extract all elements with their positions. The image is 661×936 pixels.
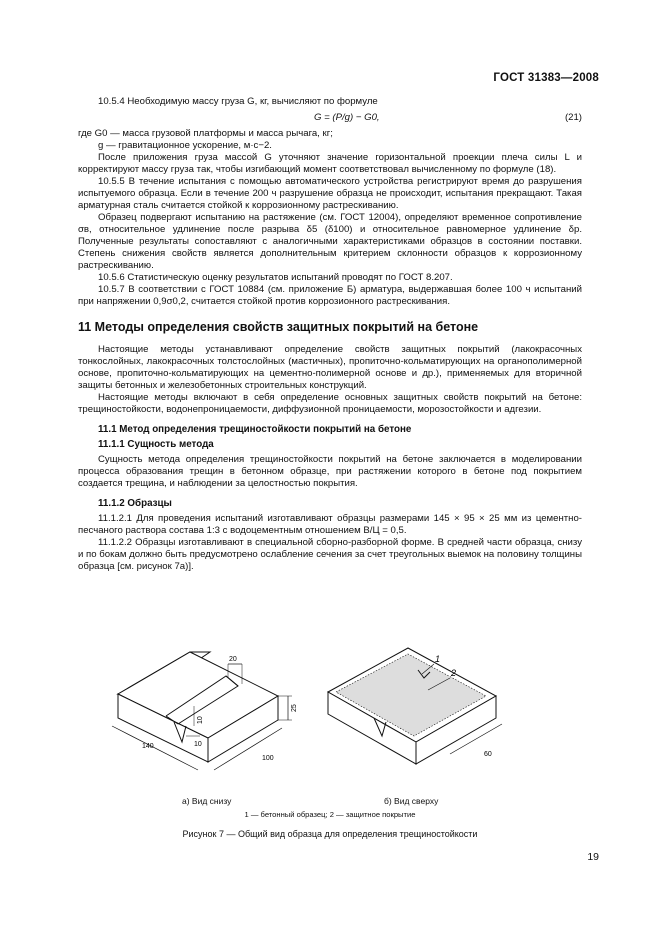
formula-21 bbox=[78, 111, 582, 125]
dim-100: 100 bbox=[262, 755, 274, 762]
paragraph-11-1-2-2: 11.1.2.2 Образцы изготавливают в специальной сборно-разборной форме. В средней части образца, снизу и по бокам должно быть предусмотрено ослабление сечения за счет треугольных выемок на половину толщины образца [см. рисунок 7а)]. bbox=[78, 537, 582, 572]
dim-25: 25 bbox=[291, 704, 298, 712]
subsection-11-1-title: 11.1 Метод определения трещиностойкости покрытий на бетоне bbox=[98, 424, 412, 435]
dim-20: 20 bbox=[229, 656, 237, 663]
page-content bbox=[78, 96, 582, 573]
formula-number: (21) bbox=[564, 112, 582, 123]
dim-10-horizontal: 10 bbox=[194, 741, 202, 748]
formula-where-1: где G0 — масса грузовой платформы и масса рычага, кг; bbox=[78, 128, 333, 139]
section-11-intro-2: Настоящие методы включают в себя определение основных защитных свойств покрытий на бетоне: трещиностойкости, водонепроницаемости, диффузионной проницаемости, морозостойкости и адгезии. bbox=[78, 392, 582, 415]
specimen-bottom-view bbox=[112, 652, 292, 770]
formula-where-2: g — гравитационное ускорение, м·с−2. bbox=[98, 140, 272, 151]
figure-7 bbox=[78, 624, 582, 854]
section-11-intro-1: Настоящие методы устанавливают определение свойств защитных покрытий (лакокрасочных тонкослойных, лакокрасочных толстослойных (мастичных), пропиточно-кольматирующих на органополимерной основе, пропиточно-кольматирующих на цементно-полимерной основе и др.), применяемых для вторичной защиты бетонных и железобетонных строительных конструкций. bbox=[78, 344, 582, 391]
formula-expression: G = (P/g) − G0, bbox=[314, 112, 380, 123]
standard-header: ГОСТ 31383—2008 bbox=[493, 72, 599, 84]
section-11-title: 11 Методы определения свойств защитных покрытий на бетоне bbox=[78, 320, 479, 334]
figure-legend: 1 — бетонный образец; 2 — защитное покрытие bbox=[244, 810, 416, 819]
subcaption-b: б) Вид сверху bbox=[384, 796, 439, 806]
paragraph-11-1-2-1: 11.1.2.1 Для проведения испытаний изготавливают образцы размерами 145 × 95 × 25 мм из цементно-песчаного раствора состава 1:3 с водоцементным отношением В/Ц = 0,5. bbox=[78, 513, 582, 536]
paragraph-10-5-5: 10.5.5 В течение испытания с помощью автоматического устройства регистрируют время до разрушения испытуемого образца. Если в течение 200 ч разрушение образца не происходит, испытания прекращают. Такая арматурная сталь считается стойкой к коррозионному растрескиванию. bbox=[78, 176, 582, 211]
label-1: 1 bbox=[435, 654, 441, 664]
figure-7-drawing bbox=[78, 624, 582, 794]
specimen-top-view bbox=[328, 648, 502, 764]
subsection-11-1-1-title: 11.1.1 Сущность метода bbox=[98, 439, 214, 450]
paragraph-after-load: После приложения груза массой G уточняют значение горизонтальной проекции плеча силы L и корректируют массу груза так, чтобы изгибающий момент соответствовал вычисленному по формуле (18). bbox=[78, 152, 582, 175]
paragraph-10-5-4: 10.5.4 Необходимую массу груза G, кг, вычисляют по формуле bbox=[98, 96, 378, 107]
page-number: 19 bbox=[587, 851, 599, 863]
dim-140: 140 bbox=[142, 743, 154, 750]
subcaption-a: а) Вид снизу bbox=[182, 796, 232, 806]
method-essence: Сущность метода определения трещиностойкости покрытий на бетоне заключается в моделировании процесса образования трещин в бетонном образце, при растяжении которого в бетоне под покрытием создается трещина, и наблюдении за целостностью покрытия. bbox=[78, 454, 582, 489]
paragraph-tensile-test: Образец подвергают испытанию на растяжение (см. ГОСТ 12004), определяют временное сопротивление σв, относительное удлинение после разрыва δ5 (δ100) и относительное равномерное удлинение δр. Полученные результаты сопоставляют с аналогичными характеристиками образцов в состоянии поставки. Степень снижения свойств является дополнительным критерием склонности образцов к коррозионному растрескиванию. bbox=[78, 212, 582, 271]
label-2: 2 bbox=[451, 668, 457, 678]
subsection-11-1-2-title: 11.1.2 Образцы bbox=[98, 498, 172, 509]
dim-10-vertical: 10 bbox=[197, 716, 204, 724]
dim-60: 60 bbox=[484, 751, 492, 758]
figure-caption: Рисунок 7 — Общий вид образца для определения трещиностойкости bbox=[182, 829, 478, 839]
paragraph-10-5-7: 10.5.7 В соответствии с ГОСТ 10884 (см. приложение Б) арматура, выдержавшая более 100 ч испытаний при напряжении 0,9σ0,2, считается стойкой против коррозионного растрескивания. bbox=[78, 284, 582, 307]
paragraph-10-5-6: 10.5.6 Статистическую оценку результатов испытаний проводят по ГОСТ 8.207. bbox=[98, 272, 453, 283]
